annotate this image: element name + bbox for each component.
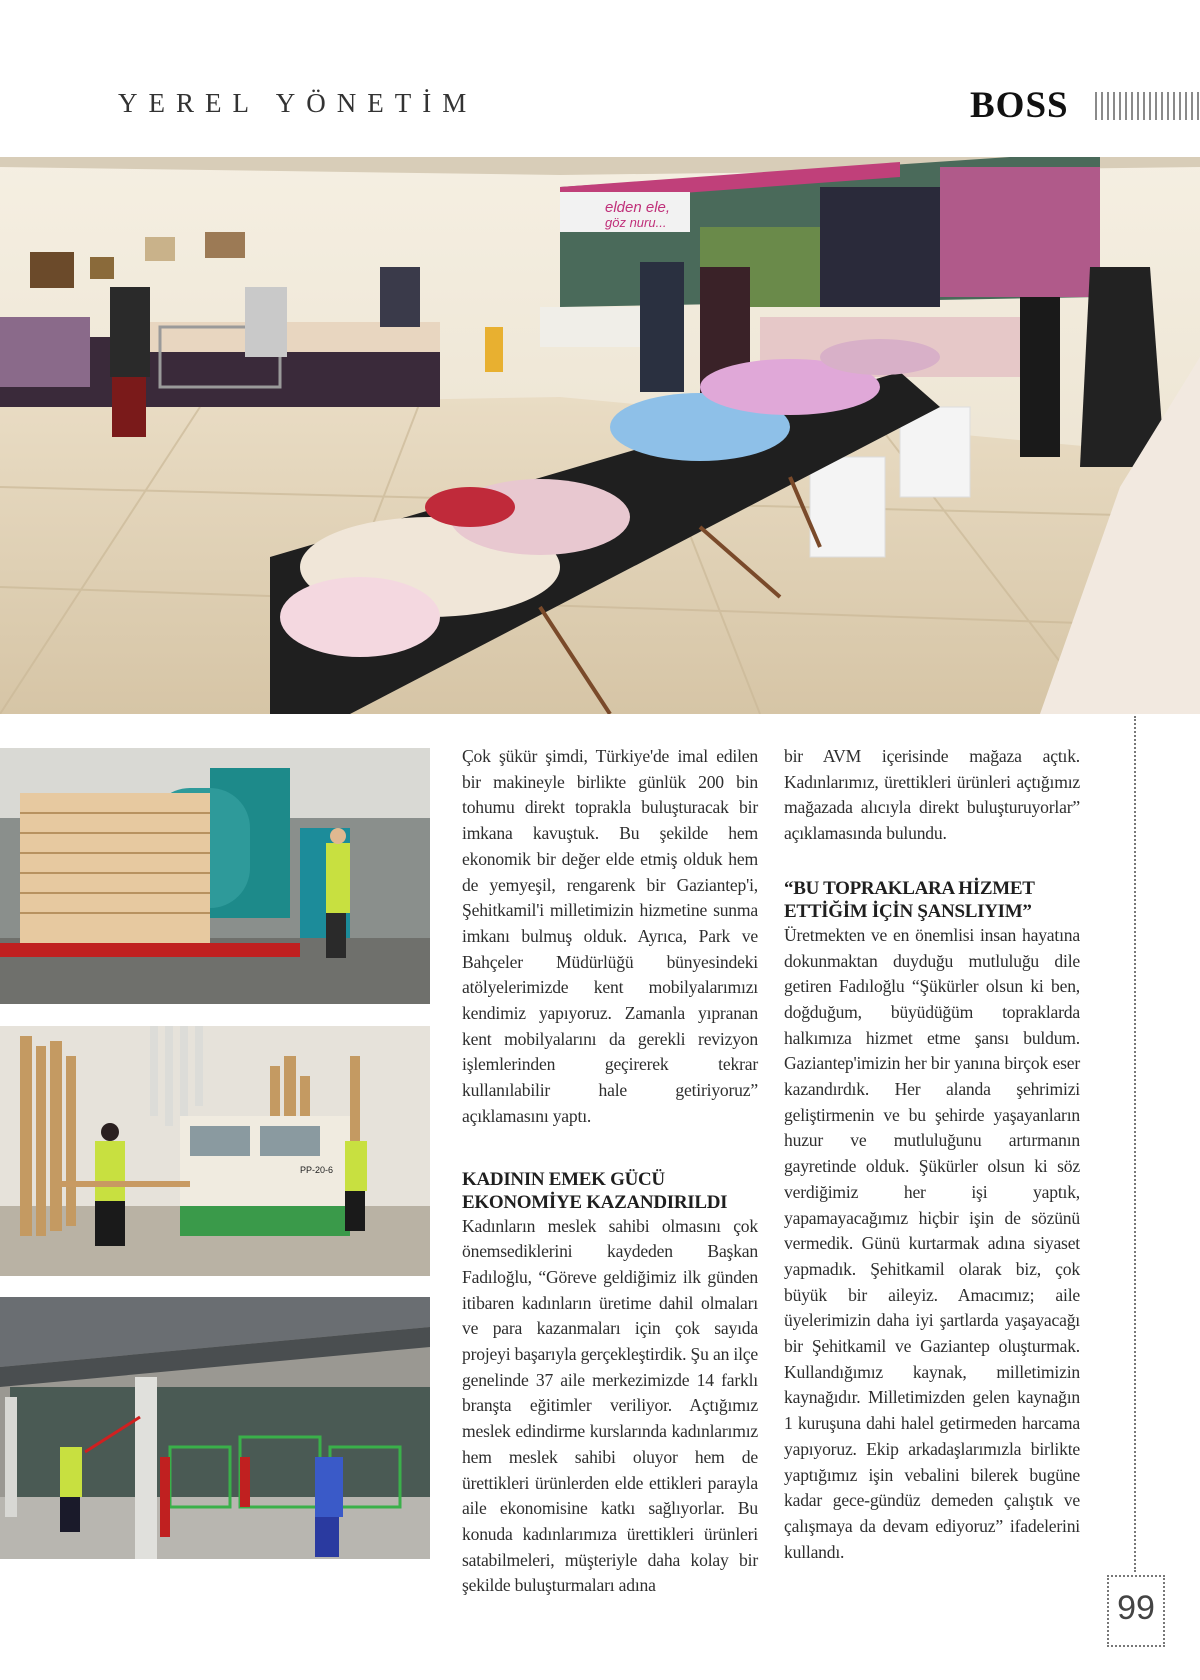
column1-paragraph-2: Kadınların meslek sahibi olmasını çok önemsediklerini kaydeden Başkan Fadıloğlu, “Göreve geldiğimiz ilk günden itibaren kadınların üretime dahil olmaları ve para kazanmaları için çok sayıda projeyi başarıyla gerçekleştirdik. Şu an ilçe genelinde 37 aile merkezimizde 14 farklı branşta eğitimler veriliyor. Açtığımız meslek edindirme kurslarında kadınlarımız hem meslek sahibi oluyor hem de ürettikleri ürünlerden elde ettikleri parayla aile ekonomisine katkı sağlıyorlar. Bu konuda kadınlarımıza ürettikleri ürünleri satabilmeleri, müşteriyle daha kolay bir şekilde buluşturmaları adına: [462, 1215, 758, 1596]
machine-label: PP-20-6: [300, 1165, 334, 1175]
brand-decoration-bars: [1095, 92, 1200, 120]
page-number: 99: [1117, 1589, 1155, 1627]
banner-text-2: göz nuru...: [605, 215, 667, 230]
column2-heading: “BU TOPRAKLARA HİZMET ETTİĞİM İÇİN ŞANSLIYIM”: [784, 877, 1035, 922]
section-title: YEREL YÖNETİM: [118, 88, 478, 118]
text-column-2: [784, 744, 1080, 1565]
dotted-divider: [1134, 716, 1136, 1572]
banner-text-1: elden ele,: [605, 199, 671, 216]
photo-outdoor-workshop: [0, 1297, 430, 1559]
column2-paragraph-1: bir AVM içerisinde mağaza açtık. Kadınlarımız, ürettikleri ürünleri açtığımız mağazada alıcıyla direkt buluşturuyorlar” açıklamasında bulundu.: [784, 746, 1080, 844]
photo-wood-treatment: [0, 748, 430, 1004]
column2-paragraph-2: Üretmekten ve en önemlisi insan hayatına dokunmaktan duyduğu mutluluğu dile getiren Fadıloğlu “Şükürler olsun ki ben, doğduğum, büyüdüğüm topraklarda halkımıza hizmet etme şansı buldum. Gaziantep'imizin her bir yanına birçok eser kazandırdık. Her alanda şehrimizi geliştirmenin ve bu şehirde yaşayanların huzur ve mutluluğunu artırmanın gayretinde olduk. Şükürler olsun ki söz verdiğimiz her işi yaptık, yapamayacağımız hiçbir işin de sözünü vermedik. Günü kurtarmak adına siyaset yapmadık. Şehitkamil olarak biz, çok büyük bir aileyiz. Amacımız; aile üyelerimizin daha iyi şartlarda yaşayacağı bir Şehitkamil ve Gaziantep oluşturmak. Kullandığımız kaynak, milletimizin kaynağıdır. Milletimizden gelen kaynağın 1 kuruşuna dahi halel getirmeden harcama yapıyoruz. Ekip arkadaşlarımızla birlikte yaptığımız işin vebalini bilerek bugüne kadar gece-gündüz demeden çalıştık ve çalışmaya da devam ediyoruz” ifadelerini kullandı.: [784, 924, 1080, 1562]
column1-paragraph-1: Çok şükür şimdi, Türkiye'de imal edilen bir makineyle birlikte günlük 200 bin tohumu direkt toprakla buluşturacak bir imkana kavuştuk. Bu şekilde hem ekonomik bir değer elde etmiş olduk hem de yemyeşil, rengarenk bir Gaziantep'i, Şehitkamil'i milletimizin hizmetine sunma imkanı bulmuş olduk. Ayrıca, Park ve Bahçeler Müdürlüğü bünyesindeki atölyelerimizde kent mobilyalarımızı kendimiz yapıyoruz. Zamanla yıpranan kent mobilyalarını da gerekli revizyon işlemlerinden geçirerek tekrar kullanılabilir hale getiriyoruz” açıklamasını yaptı.: [462, 746, 758, 1126]
text-column-1: [462, 744, 758, 1599]
brand-logo: BOSS: [970, 85, 1069, 126]
photo-woodworking-machine: [0, 1026, 430, 1276]
column1-heading: KADININ EMEK GÜCÜ EKONOMİYE KAZANDIRILDI: [462, 1168, 728, 1213]
hero-photo-exhibition: [0, 157, 1200, 714]
